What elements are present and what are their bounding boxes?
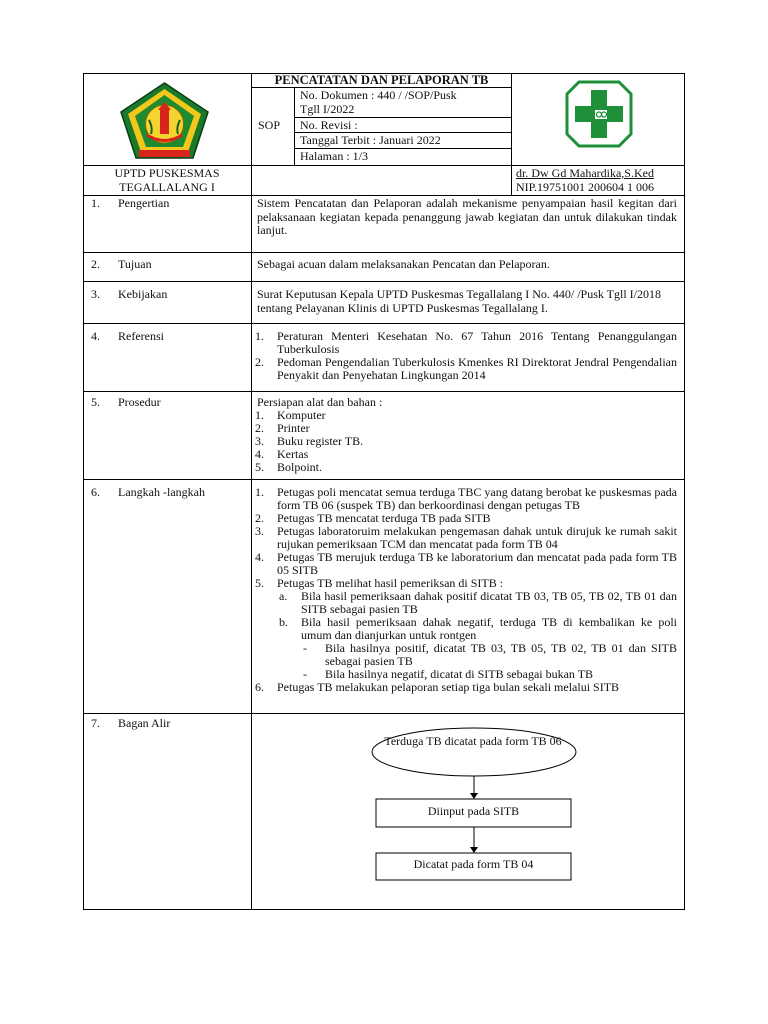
list-item: 5. Bolpoint. xyxy=(255,460,323,474)
flow-step-2-text: Dicatat pada form TB 04 xyxy=(413,857,534,871)
list-item: b. Bila hasil pemeriksaan dahak negatif, terduga TB di kembalikan ke poli umum dan dianjurkan untuk rontgen - Bila hasilnya positif, dicatat TB 03, TB 05, TB 02, TB 01 dan SITB sebagai pasien TB - Bila hasilnya negatif, dicatat di SITB sebagai bukan TB xyxy=(279,615,677,681)
section-1-number: 1. xyxy=(91,196,100,210)
section-1-label: Pengertian xyxy=(118,196,170,210)
list-item: 3. Petugas laboratoruim melakukan pengemasan dahak untuk dirujuk ke rumah sakit rujukan pemeriksaan TCM dan mencatat pada form TB 04 xyxy=(255,524,677,551)
list-item: 4. Kertas xyxy=(255,447,309,461)
puskesmas-logo xyxy=(565,80,633,148)
list-item: - Bila hasilnya negatif, dicatat di SITB sebagai bukan TB xyxy=(303,667,594,681)
list-item: 6. Petugas TB melakukan pelaporan setiap tiga bulan sekali melalui SITB xyxy=(255,680,620,694)
flow-start-text: Terduga TB dicatat pada form TB 06 xyxy=(384,734,562,748)
materials-list xyxy=(253,409,677,474)
list-item: 1. Komputer xyxy=(255,408,326,422)
page-number: Halaman : 1/3 xyxy=(300,149,368,163)
emblem-icon xyxy=(117,80,212,162)
section-3-text: Surat Keputusan Kepala UPTD Puskesmas Tegallalang I No. 440/ /Pusk Tgll I/2018 tentang Pelayanan Klinis di UPTD Puskesmas Tegallalang I. xyxy=(257,287,662,315)
list-item: 3. Buku register TB. xyxy=(255,434,364,448)
list-item: 2. Petugas TB mencatat terduga TB pada SITB xyxy=(255,511,491,525)
section-6-label: Langkah -langkah xyxy=(118,485,205,499)
list-item: 4. Petugas TB merujuk terduga TB ke laboratorium dan mencatat pada pada form TB 05 SITB xyxy=(255,550,677,577)
arrow-head-icon xyxy=(470,793,478,799)
signer-name: dr. Dw Gd Mahardika,S.Ked xyxy=(516,166,654,180)
list-item: 1. Peraturan Menteri Kesehatan No. 67 Tahun 2016 Tentang Penanggulangan Tuberkulosis xyxy=(255,329,677,356)
section-7-label: Bagan Alir xyxy=(118,716,171,730)
section-3-number: 3. xyxy=(91,287,100,301)
list-item: - Bila hasilnya positif, dicatat TB 03, TB 05, TB 02, TB 01 dan SITB sebagai pasien TB xyxy=(303,641,677,668)
procedure-intro: Persiapan alat dan bahan : xyxy=(257,395,383,409)
arrow-head-icon xyxy=(470,847,478,853)
list-item: 2. Printer xyxy=(255,421,310,435)
section-1-text: Sistem Pencatatan dan Pelaporan adalah mekanisme penyampaian hasil kegitan dari pelaksanaan kegiatan kepada penanggung jawab kegiatan dan untuk dilakukan tindak lanjut. xyxy=(257,196,677,237)
section-4-number: 4. xyxy=(91,329,100,343)
flow-step-1-text: Diinput pada SITB xyxy=(427,804,520,818)
list-item: a. Bila hasil pemeriksaan dahak positif dicatat TB 03, TB 05, TB 02, TB 01 dan SITB sebagai pasien TB xyxy=(279,589,677,616)
list-item: 2. Pedoman Pengendalian Tuberkulosis Kmenkes RI Direktorat Jendral Pengendalian Penyakit dan Penyehatan Lingkungan 2014 xyxy=(255,355,677,382)
organization-unit: TEGALLALANG I xyxy=(119,180,215,194)
signer-nip: NIP.19751001 200604 1 006 xyxy=(516,180,655,194)
section-6-number: 6. xyxy=(91,485,100,499)
section-7-number: 7. xyxy=(91,716,100,730)
list-item: 1. Petugas poli mencatat semua terduga TBC yang datang berobat ke puskesmas pada form TB 06 (suspek TB) dan berkoordinasi dengan petugas TB xyxy=(255,485,677,512)
list-item: 5. Petugas TB melihat hasil pemeriksan di SITB : a. Bila hasil pemeriksaan dahak positif dicatat TB 03, TB 05, TB 02, TB 01 dan SITB sebagai pasien TB b. Bila hasil pemeriksaan dahak negatif, terduga TB di kembalikan ke poli umum dan dianjurkan untuk rontgen - Bila hasilnya positif, dicatat TB 03, TB 05, TB 02, TB 01 dan SITB sebagai pasien TB - Bila hasilnya negatif, dicatat di SITB sebagai bukan TB xyxy=(255,576,677,681)
section-5-label: Prosedur xyxy=(118,395,161,409)
sop-label: SOP xyxy=(258,118,281,132)
regency-emblem xyxy=(117,80,212,162)
document-number-line2: Tgll I/2022 xyxy=(300,102,355,116)
organization-name: UPTD PUSKESMAS xyxy=(114,166,220,180)
section-2-text: Sebagai acuan dalam melaksanakan Pencatan dan Pelaporan. xyxy=(257,257,550,271)
document-number-line1: No. Dokumen : 440 / /SOP/Pusk xyxy=(300,88,457,102)
sub-list xyxy=(277,590,677,681)
dash-list xyxy=(301,642,677,681)
steps-list xyxy=(253,486,677,694)
section-2-label: Tujuan xyxy=(118,257,152,271)
reference-list xyxy=(253,330,677,382)
section-4-label: Referensi xyxy=(118,329,164,343)
section-2-number: 2. xyxy=(91,257,100,271)
section-3-label: Kebijakan xyxy=(118,287,168,301)
revision-number: No. Revisi : xyxy=(300,118,358,132)
section-5-number: 5. xyxy=(91,395,100,409)
document-title: PENCATATAN DAN PELAPORAN TB xyxy=(274,73,489,87)
issue-date: Tanggal Terbit : Januari 2022 xyxy=(300,133,441,147)
health-cross-icon xyxy=(565,80,633,148)
